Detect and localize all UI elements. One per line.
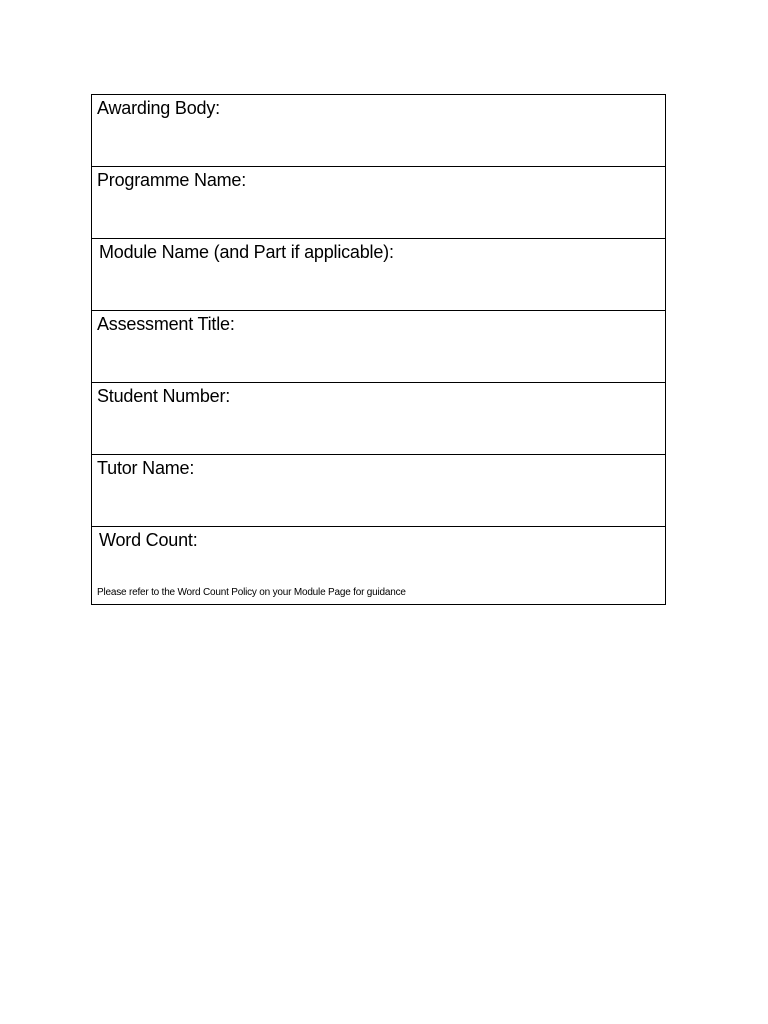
module-name-label: Module Name (and Part if applicable): [99,242,394,262]
awarding-body-label: Awarding Body: [97,98,220,118]
word-count-label: Word Count: [99,530,198,550]
word-count-row [92,527,665,604]
word-count-guidance-note: Please refer to the Word Count Policy on your Module Page for guidance [97,587,406,598]
awarding-body-row [92,95,665,167]
tutor-name-row [92,455,665,527]
student-number-label: Student Number: [97,386,231,406]
programme-name-row [92,167,665,239]
assessment-title-label: Assessment Title: [97,314,235,334]
student-number-row [92,383,665,455]
assessment-title-row [92,311,665,383]
cover-sheet-table [91,94,666,605]
programme-name-label: Programme Name: [97,170,247,190]
tutor-name-label: Tutor Name: [97,458,195,478]
module-name-row [92,239,665,311]
